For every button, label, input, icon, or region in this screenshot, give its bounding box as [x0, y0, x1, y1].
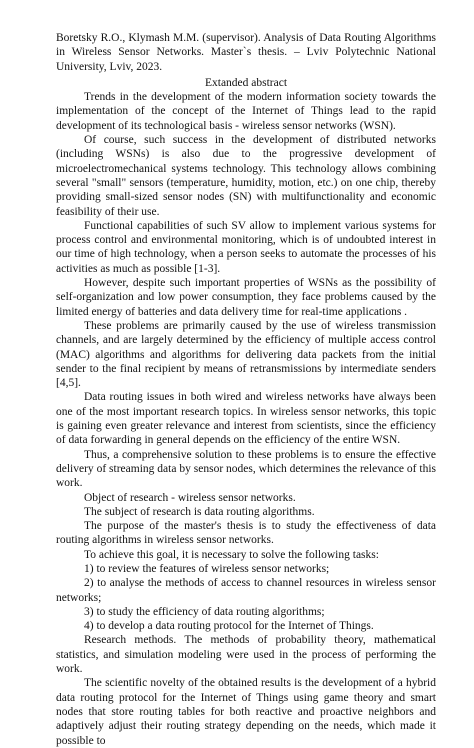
paragraph-causes: These problems are primarily caused by the use of wireless transmission channels, and are largely determined by the efficiency of multiple access control (MAC) algorithms and algorithms for delivering data packets from the initial sender to the final recipient by means of retransmissions by intermediate senders [4,5].	[56, 319, 436, 390]
paragraph-problems: However, despite such important properties of WSNs as the possibility of self-organization and low power consumption, they face problems caused by the limited energy of batteries and data delivery time for real-time applications .	[56, 277, 436, 318]
paragraph-tasks-intro: To achieve this goal, it is necessary to solve the following tasks:	[84, 548, 379, 561]
paragraph-methods: Research methods. The methods of probability theory, mathematical statistics, and simulation modeling were used in the process of performing the work.	[56, 634, 436, 676]
citation: Boretsky R.O., Klymash M.M. (supervisor). Analysis of Data Routing Algorithms in Wireless Sensor Networks. Master`s thesis. – Lviv Polytechnic National University, Lviv, 2023.	[56, 32, 436, 73]
abstract-heading: Extanded abstract	[204, 76, 288, 89]
paragraph-routing-issues: Data routing issues in both wired and wireless networks have always been one of the most important research topics. In wireless sensor networks, this topic is gaining even greater relevance and interest from scientists, since the efficiency of data forwarding in general depends on the efficiency of the entire WSN.	[56, 391, 436, 447]
task-item: 3) to study the efficiency of data routing algorithms;	[84, 605, 325, 618]
paragraph-trends: Trends in the development of the modern information society towards the implementation of the concept of the Internet of Things lead to the rapid development of its technological basis - wireless sensor networks (WSN).	[56, 91, 436, 132]
task-item: 2) to analyse the methods of access to channel resources in wireless sensor networks;	[56, 577, 436, 604]
task-item: 4) to develop a data routing protocol for the Internet of Things.	[84, 620, 374, 633]
paragraph-subject: The subject of research is data routing algorithms.	[84, 505, 315, 518]
paragraph-purpose: The purpose of the master's thesis is to study the effectiveness of data routing algorithms in wireless sensor networks.	[56, 520, 436, 547]
paragraph-capabilities: Functional capabilities of such SV allow to implement various systems for process control and environmental monitoring, which is of undoubted interest in our time of high technology, when a person seeks to automate the processes of his activities as much as possible [1-3].	[56, 219, 436, 275]
task-item: 1) to review the features of wireless sensor networks;	[84, 562, 330, 575]
paragraph-novelty: The scientific novelty of the obtained results is the development of a hybrid data routing protocol for the Internet of Things using game theory and smart nodes that store routing tables for both reactive and proactive neighbors and adaptively adjust their routing strategy depending on the needs, which made it possible to	[56, 677, 436, 747]
paragraph-relevance: Thus, a comprehensive solution to these problems is to ensure the effective delivery of streaming data by sensor nodes, which determines the relevance of this work.	[56, 448, 436, 490]
paragraph-mems: Of course, such success in the development of distributed networks (including WSNs) is also due to the progressive development of microelectromechanical systems technology. This technology allows combining several "small" sensors (temperature, humidity, motion, etc.) on one chip, thereby providing small-sized sensor nodes (SN) with multifunctionality and economic feasibility of their use.	[56, 134, 436, 218]
paragraph-object: Object of research - wireless sensor networks.	[84, 491, 296, 504]
